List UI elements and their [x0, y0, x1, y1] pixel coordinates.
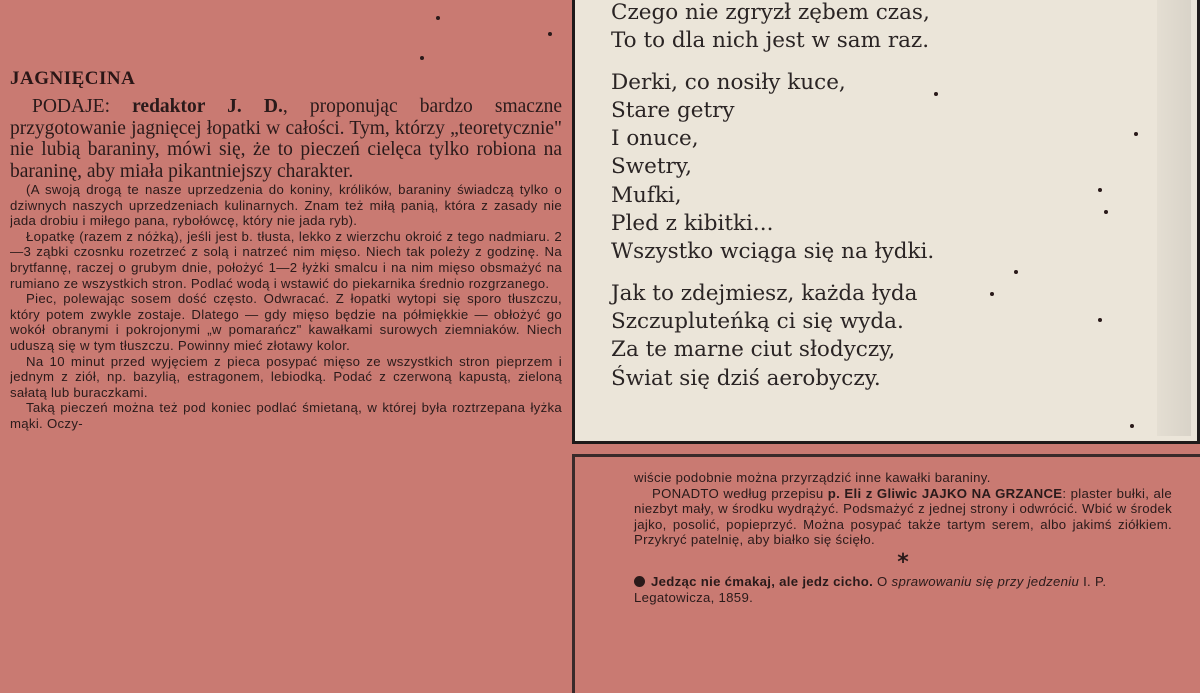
poem-line: Stare getry	[611, 97, 735, 123]
column-rule-horizontal	[572, 454, 1200, 457]
ponadto-paragraph	[634, 486, 1172, 548]
poem-line: I onuce,	[611, 126, 699, 152]
quote-bold: Jedząc nie ćmakaj, ale jedz cicho.	[651, 573, 874, 589]
bullet-icon	[634, 576, 645, 587]
lead-author: redaktor J. D.	[132, 96, 283, 117]
lead-prefix: PODAJE:	[32, 96, 133, 117]
page-edge-strip	[1157, 0, 1191, 436]
poem-line: Za te marne ciut słodyczy,	[611, 337, 896, 363]
continuation-column	[634, 470, 1172, 605]
poem-line: Świat się dziś aerobyczy.	[611, 365, 881, 391]
poem-stanza-2	[611, 69, 1091, 267]
paragraph-aside: (A swoją drogą te nasze uprzedzenia do koniny, królików, baraniny świadczą tylko o dziwnych naszych uprzedzeniach kulinarnych. Znam też miłą panią, która z zasady nie jada drobiu i miłego pana, rybołówcę, który nie jada ryb).	[10, 182, 562, 229]
poem-line: Jak to zdejmiesz, każda łyda	[611, 280, 918, 306]
quote-mid: O	[873, 573, 892, 589]
poem-line: Wszystko wciąga się na łydki.	[611, 239, 935, 265]
ink-speck	[1104, 210, 1108, 214]
section-separator: *	[897, 549, 909, 575]
continuation-text: wiście podobnie można przyrządzić inne kawałki baraniny.	[634, 470, 991, 485]
poem-stanza-1	[611, 0, 1091, 56]
poem-line: Swetry,	[611, 154, 692, 180]
quote-italic: sprawowaniu się przy jedzeniu	[891, 573, 1080, 589]
poem-line: Mufki,	[611, 182, 682, 208]
ink-speck	[1098, 188, 1102, 192]
poem-line: To to dla nich jest w sam raz.	[611, 28, 930, 54]
poem-line: Derki, co nosiły kuce,	[611, 69, 846, 95]
ink-speck	[1134, 132, 1138, 136]
ink-speck	[1130, 424, 1134, 428]
poem-box	[572, 0, 1200, 444]
article-lead	[10, 96, 562, 182]
lead-rest: , proponując bardzo smaczne przygotowanie jagnięcej łopatki w całości. Tym, którzy „teoretycznie" nie lubią baraniny, mówi się, że to pieczeń cielęca tylko robiona na baraninę, aby miała pikantniejszy charakter.	[10, 96, 562, 182]
poem-stanza-3	[611, 280, 1091, 393]
ink-speck	[990, 292, 994, 296]
ink-speck	[548, 32, 552, 36]
column-rule-vertical	[572, 456, 575, 693]
poem-line: Czego nie zgryzł zębem czas,	[611, 0, 930, 25]
quote-end: I. P. Legatowicza, 1859.	[634, 573, 1107, 605]
ink-speck	[436, 16, 440, 20]
poem-line: Pled z kibitki...	[611, 211, 774, 237]
article-title: JAGNIĘCINA	[10, 68, 136, 89]
paragraph-cream: Taką pieczeń można też pod koniec podlać śmietaną, w której była roztrzepana łyżka mąki. Oczy-	[10, 400, 562, 431]
poem-line: Szczupluteńką ci się wyda.	[611, 308, 904, 334]
recipe-column	[10, 68, 562, 688]
closing-quote	[634, 574, 1172, 605]
ponadto-rest: : plaster bułki, ale niezbyt mały, w środku wydrążyć. Podsmażyć z jednej strony i odwrócić. Wbić w środek jajko, posolić, popieprzyć. Można posypać także tartym serem, albo jakimś ziółkiem. Przykryć patelnię, aby białko się ścięło.	[634, 485, 1172, 548]
ink-speck	[1014, 270, 1018, 274]
paragraph-baking: Piec, polewając sosem dość często. Odwracać. Z łopatki wytopi się sporo tłuszczu, który potem zwykle zostaje. Dlatego — gdy mięso będzie na półmiękkie — obłożyć go wokół obranymi i pokrojonymi „w pomarańcz" kawałkami surowych ziemniaków. Niech uduszą się w tym tłuszczu. Powinny mieć złotawy kolor.	[10, 291, 562, 353]
ink-speck	[934, 92, 938, 96]
paragraph-preparation: Łopatkę (razem z nóżką), jeśli jest b. tłusta, lekko z wierzchu okroić z tego nadmiaru. 2—3 ząbki czosnku rozetrzeć z solą i natrzeć nim mięso. Niech tak poleży z godzinę. Na brytfannę, raczej o grubym dnie, położyć 1—2 łyżki smalcu i na nim mięso obsmażyć na rumiano ze wszystkich stron. Podlać wodą i wstawić do piekarnika średnio rozgrzanego.	[10, 228, 562, 291]
ponadto-prefix: PONADTO według przepisu	[652, 485, 828, 501]
poem	[611, 0, 1091, 406]
paragraph-seasoning: Na 10 minut przed wyjęciem z pieca posypać mięso ze wszystkich stron pieprzem i jednym z ziół, np. bazylią, estragonem, lebiodką. Podać z czerwoną kapustą, zieloną sałatą lub buraczkami.	[10, 353, 562, 400]
ink-speck	[420, 56, 424, 60]
ink-speck	[1098, 318, 1102, 322]
ponadto-source: p. Eli z Gliwic JAJKO NA GRZANCE	[827, 485, 1063, 501]
